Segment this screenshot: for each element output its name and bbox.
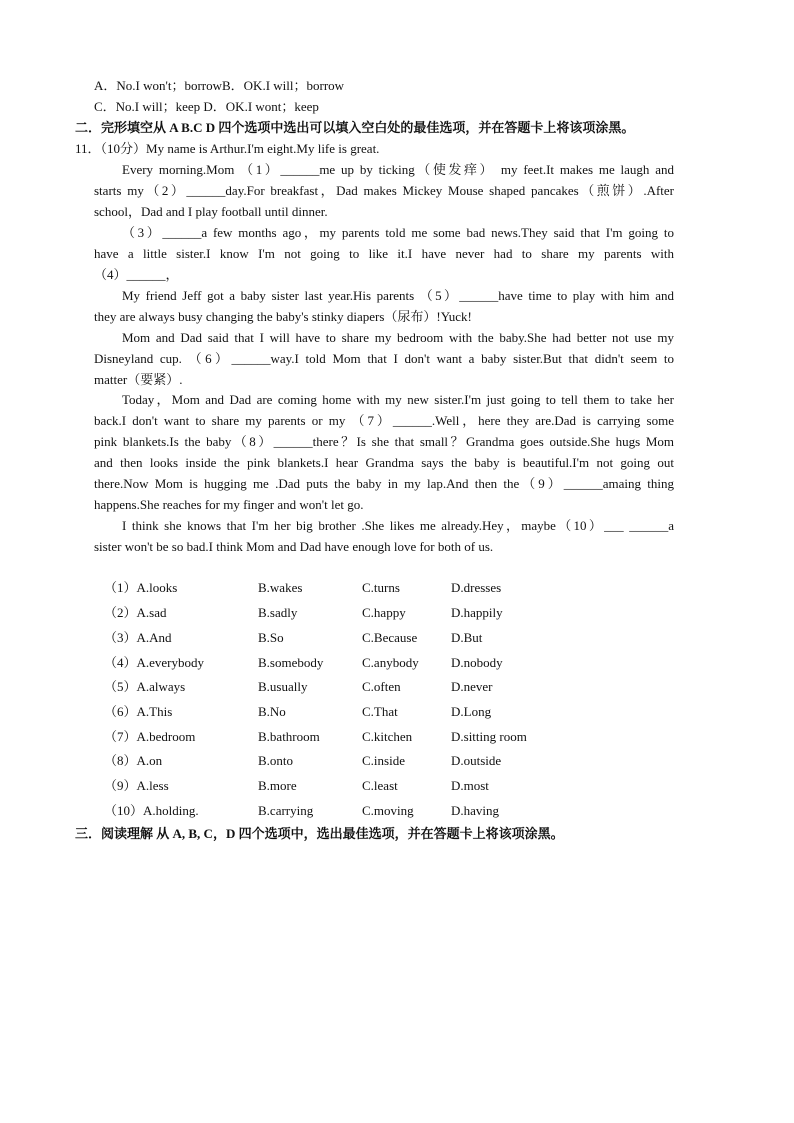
option-c[interactable]: C.inside — [362, 753, 405, 768]
option-a[interactable]: （5）A.always — [104, 679, 186, 694]
option-a[interactable]: （7）A.bedroom — [104, 729, 196, 744]
option-c[interactable]: C.least — [362, 778, 398, 793]
option-b[interactable]: B.usually — [258, 679, 308, 694]
option-b[interactable]: B.carrying — [258, 803, 314, 818]
question-11-intro: 11．（10分）My name is Arthur.I'm eight.My life is great. — [75, 141, 380, 156]
option-a[interactable]: （4）A.everybody — [104, 655, 205, 670]
option-b[interactable]: B.bathroom — [258, 729, 320, 744]
passage-line: have a little sister.I know I'm not going to like it.I have never had to share my parents with — [94, 246, 674, 261]
option-d[interactable]: D.nobody — [451, 655, 503, 670]
passage-line: （4）______， — [94, 267, 179, 282]
option-c[interactable]: C.Because — [362, 630, 418, 645]
passage-line: Disneyland cup. （6）______way.I told Mom that I don't want a baby sister.But that didn't seem to — [94, 351, 674, 366]
passage-line: pink blankets.Is the baby（8）______there？Is she that small？Grandma goes outside.She hugs Mom — [94, 434, 674, 449]
passage-line: there.Now Mom is hugging me .Dad puts the baby in my lap.And then the（9）______amaing thing — [94, 476, 674, 491]
passage-line: （3）______a few months ago，my parents told me some bad news.They said that I'm going to — [122, 225, 674, 240]
option-c[interactable]: C.That — [362, 704, 398, 719]
passage-line: happens.She reaches for my finger and won't let go. — [94, 497, 364, 512]
passage-line: Mom and Dad said that I will have to share my bedroom with the baby.She had better not use my — [122, 330, 674, 345]
option-d[interactable]: D.having — [451, 803, 500, 818]
option-c[interactable]: C.anybody — [362, 655, 419, 670]
passage-line: school，Dad and I play football until dinner. — [94, 204, 328, 219]
option-b[interactable]: B.So — [258, 630, 284, 645]
option-d[interactable]: D.Long — [451, 704, 492, 719]
option-a[interactable]: （9）A.less — [104, 778, 169, 793]
option-a[interactable]: （6）A.This — [104, 704, 173, 719]
section2-heading: 二．完形填空从 A B.C D 四个选项中选出可以填入空白处的最佳选项，并在答题卡上将该项涂黑。 — [75, 120, 635, 135]
passage-line: starts my（2）______day.For breakfast，Dad makes Mickey Mouse shaped pancakes（煎饼）.After — [94, 183, 674, 198]
option-c[interactable]: C.happy — [362, 605, 406, 620]
option-b[interactable]: B.more — [258, 778, 297, 793]
passage-line: and then looks inside the pink blankets.I hear Grandma says the baby is beautiful.I'm not going out — [94, 455, 674, 470]
passage-line: Every morning.Mom （1）______me up by ticking（使发痒） my feet.It makes me laugh and — [122, 162, 674, 177]
section3-heading: 三．阅读理解 从 A, B, C，D 四个选项中，选出最佳选项，并在答题卡上将该项涂黑。 — [75, 826, 564, 841]
prev-option-line-2: C．No.I will；keep D．OK.I wont；keep — [94, 99, 319, 114]
prev-option-line-1: A．No.I won't；borrowB．OK.I will；borrow — [94, 78, 345, 93]
option-d[interactable]: D.sitting room — [451, 729, 527, 744]
option-a[interactable]: （2）A.sad — [104, 605, 167, 620]
option-a[interactable]: （3）A.And — [104, 630, 172, 645]
passage-line: sister won't be so bad.I think Mom and Dad have enough love for both of us. — [94, 539, 494, 554]
option-d[interactable]: D.happily — [451, 605, 503, 620]
option-b[interactable]: B.wakes — [258, 580, 303, 595]
option-a[interactable]: （8）A.on — [104, 753, 163, 768]
option-d[interactable]: D.outside — [451, 753, 502, 768]
passage-line: they are always busy changing the baby's stinky diapers（尿布）!Yuck! — [94, 309, 472, 324]
option-d[interactable]: D.But — [451, 630, 483, 645]
option-b[interactable]: B.onto — [258, 753, 294, 768]
passage-line: My friend Jeff got a baby sister last year.His parents （5）______have time to play with him and — [122, 288, 674, 303]
option-c[interactable]: C.kitchen — [362, 729, 413, 744]
passage-line: back.I don't want to share my parents or my （7）______.Well，here they are.Dad is carrying some — [94, 413, 674, 428]
passage-line: matter（要紧）. — [94, 372, 183, 387]
option-b[interactable]: B.No — [258, 704, 286, 719]
option-d[interactable]: D.dresses — [451, 580, 502, 595]
option-d[interactable]: D.most — [451, 778, 489, 793]
option-a[interactable]: （1）A.looks — [104, 580, 178, 595]
option-b[interactable]: B.sadly — [258, 605, 298, 620]
option-c[interactable]: C.turns — [362, 580, 400, 595]
passage-line: I think she knows that I'm her big brother .She likes me already.Hey，maybe（10）___ ______a — [122, 518, 674, 533]
option-c[interactable]: C.moving — [362, 803, 414, 818]
option-d[interactable]: D.never — [451, 679, 493, 694]
passage-line: Today，Mom and Dad are coming home with my new sister.I'm just going to tell them to take her — [122, 392, 674, 407]
option-b[interactable]: B.somebody — [258, 655, 324, 670]
option-a[interactable]: （10）A.holding. — [104, 803, 199, 818]
option-c[interactable]: C.often — [362, 679, 401, 694]
